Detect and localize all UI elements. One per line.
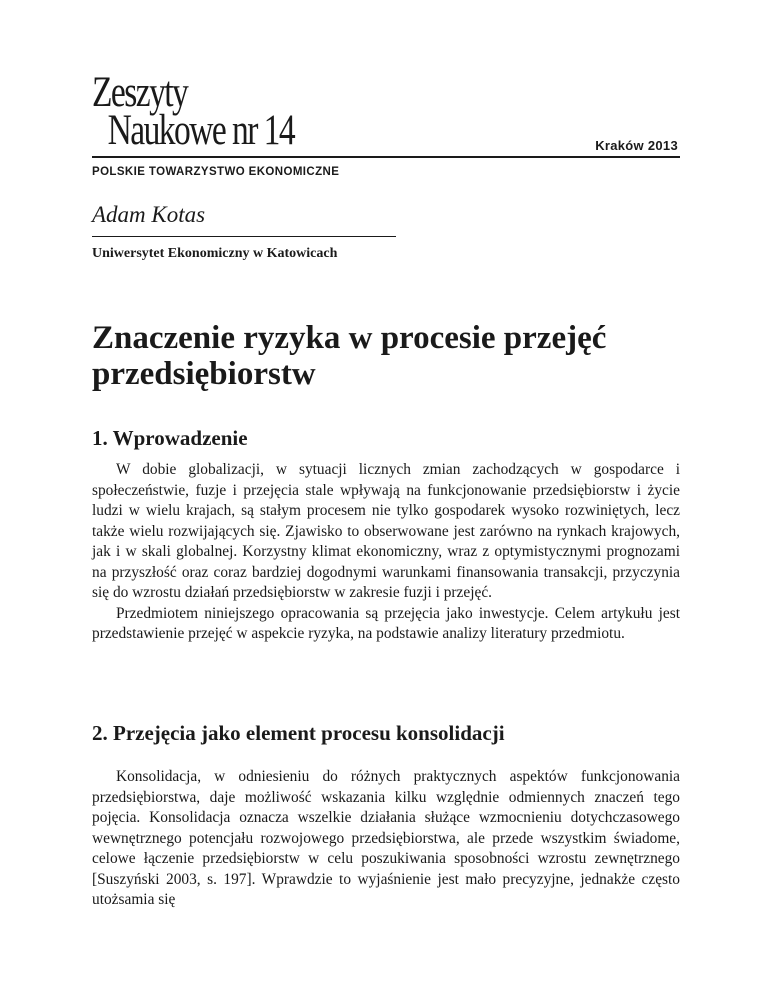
section-body	[92, 460, 680, 645]
author-divider	[92, 236, 396, 237]
author-name: Adam Kotas	[92, 202, 206, 227]
location-year: Kraków 2013	[595, 138, 678, 153]
journal-title	[92, 69, 295, 154]
header-divider	[92, 156, 680, 158]
section-heading: 1. Wprowadzenie	[92, 426, 248, 450]
journal-title-line2: Naukowe nr 14	[107, 107, 295, 154]
journal-title-line1: Zeszyty	[92, 69, 188, 116]
article-title: Znaczenie ryzyka w procesie przejęć przedsiębiorstw	[92, 320, 607, 392]
publisher-name: POLSKIE TOWARZYSTWO EKONOMICZNE	[92, 166, 340, 178]
paragraph: Przedmiotem niniejszego opracowania są przejęcia jako inwestycje. Celem artykułu jest przedstawienie przejęć w aspekcie ryzyka, na podstawie analizy literatury przedmiotu.	[92, 604, 680, 642]
paragraph: Konsolidacja, w odniesieniu do różnych praktycznych aspektów funkcjonowania przedsiębiorstwa, daje możliwość wskazania kilku względnie odmiennych znaczeń tego pojęcia. Konsolidacja oznacza wszelkie działania służące wzmocnieniu dotychczasowego wewnętrznego potencjału rozwojowego przedsiębiorstwa, ale przede wszystkim świadome, celowe łączenie przedsiębiorstw w celu poszukiwania sposobności wzrostu zewnętrznego [Suszyński 2003, s. 197]. Wprawdzie to wyjaśnienie jest mało precyzyjne, jednakże często utożsamia się	[92, 768, 680, 908]
section-heading: 2. Przejęcia jako element procesu konsolidacji	[92, 721, 505, 745]
paragraph: W dobie globalizacji, w sytuacji licznych zmian zachodzących w gospodarce i społeczeństwie, fuzje i przejęcia stale wpływają na funkcjonowanie przedsiębiorstw i życie ludzi w wielu krajach, są stałym procesem nie tylko gospodarek wysoko rozwiniętych, lecz także wielu rozwijających się. Zjawisko to obserwowane jest zarówno na rynkach krajowych, jak i w skali globalnej. Korzystny klimat ekonomiczny, wraz z optymistycznymi prognozami na przyszłość oraz coraz bardziej dogodnymi warunkami finansowania transakcji, przyczynia się do wzrostu działań przedsiębiorstw w zakresie fuzji i przejęć.	[92, 461, 680, 601]
section-body	[92, 767, 680, 911]
author-affiliation: Uniwersytet Ekonomiczny w Katowicach	[92, 246, 338, 261]
